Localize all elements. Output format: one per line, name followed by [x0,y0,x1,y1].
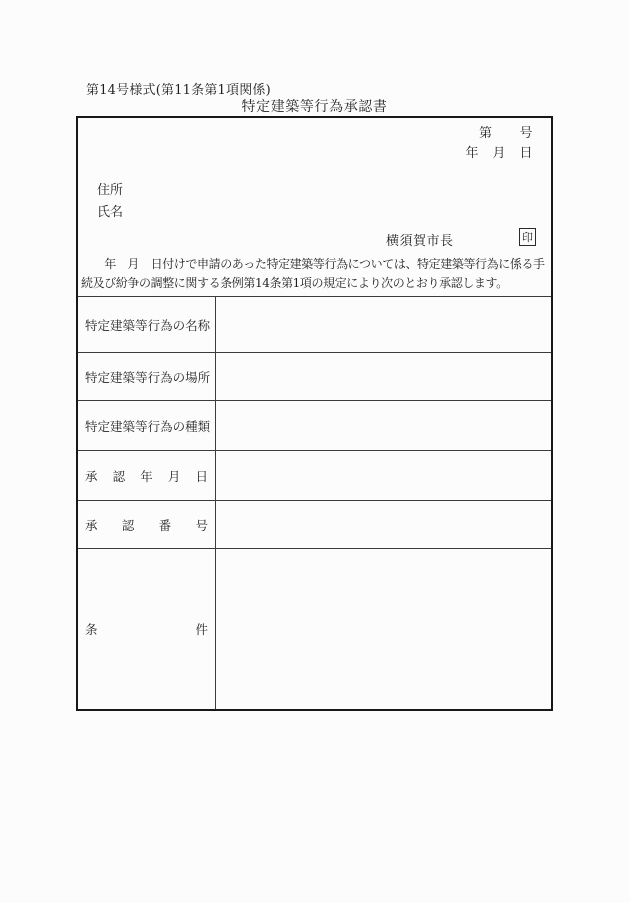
table-row [78,353,551,401]
row-value-cell [216,353,551,400]
row-label: 特 定 建 築 等 行 為 の 名 称 [85,317,211,333]
approval-paragraph [81,255,549,293]
row-value-cell [216,501,551,548]
row-value-cell [216,401,551,450]
approval-table [78,297,551,709]
form-code: 第14号様式(第11条第1項関係) [86,83,271,98]
table-row [78,297,551,353]
row-value-cell [216,549,551,709]
table-row [78,451,551,501]
table-row [78,549,551,709]
paragraph-line: 年 月 日付けで申請のあった特定建築等行為については、特定建築等行為に係る手 [81,257,545,271]
mayor-title: 横須賀市長 [386,234,454,249]
row-label-cell [78,401,216,450]
row-label-cell [78,451,216,500]
row-label: 特 定 建 築 等 行 為 の 場 所 [85,369,211,385]
row-label: 承 認 年 月 日 [85,468,208,484]
page-title: 特定建築等行為承認書 [241,99,388,115]
row-label: 承 認 番 号 [85,517,208,533]
address-label: 住所 [97,183,124,198]
row-label-cell [78,549,216,709]
document-number-field: 第 号 [478,126,533,141]
seal-icon: 印 [519,228,536,246]
row-value-cell [216,451,551,500]
row-label-cell [78,501,216,548]
name-label: 氏名 [97,205,124,220]
row-label: 条 件 [85,622,208,637]
row-label-cell [78,353,216,400]
approval-form-box [76,116,553,711]
table-row [78,401,551,451]
document-date-field: 年 月 日 [465,146,533,161]
table-row [78,501,551,549]
row-label: 特 定 建 築 等 行 為 の 種 類 [85,418,211,434]
row-label-cell [78,297,216,352]
paragraph-line: 続及び紛争の調整に関する条例第14条第1項の規定により次のとおり承認します。 [81,276,508,290]
form-header [78,118,551,297]
row-value-cell [216,297,551,352]
